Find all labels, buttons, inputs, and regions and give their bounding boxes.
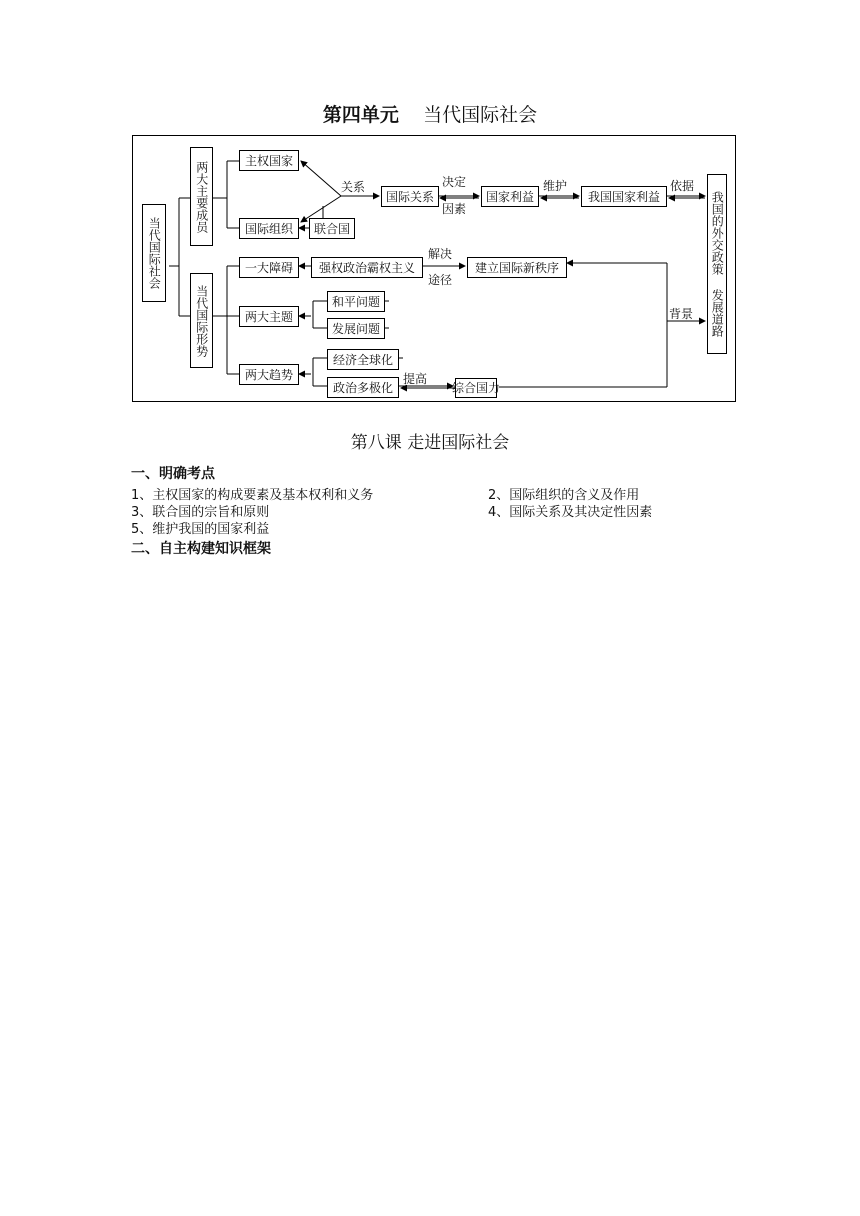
exam-point-4: 4、国际关系及其决定性因素	[488, 505, 653, 520]
exam-point-3: 3、联合国的宗旨和原则	[131, 505, 270, 520]
our-interest-node: 我国国家利益	[581, 186, 667, 207]
situation-node: 当代国际形势	[190, 273, 213, 368]
path-label	[428, 274, 452, 288]
globalization-node: 经济全球化	[327, 349, 399, 370]
two-themes-node: 两大主题	[239, 306, 299, 327]
intl-org-node: 国际组织	[239, 218, 299, 239]
obstacle-node: 一大障碍	[239, 257, 299, 278]
two-trends-node: 两大趋势	[239, 364, 299, 385]
unit-title	[0, 100, 860, 127]
peace-node: 和平问题	[327, 291, 385, 312]
foreign-policy-node: 我国的外交政策 发展道路	[707, 174, 727, 354]
hegemony-node: 强权政治霸权主义	[311, 257, 423, 278]
solve-label-line2: 途径	[428, 273, 453, 287]
decide-label-line2: 因素	[442, 202, 467, 216]
root-node: 当代国际社会	[142, 204, 166, 302]
solve-label-line1: 解决	[428, 247, 453, 261]
maintain-label: 维护	[543, 179, 568, 193]
sovereign-state-node: 主权国家	[239, 150, 299, 171]
factor-label	[442, 203, 466, 217]
diagram-connectors	[133, 136, 737, 403]
un-node: 联合国	[309, 218, 355, 239]
decide-label	[442, 176, 466, 190]
relation-label: 关系	[341, 180, 366, 194]
section1-heading: 一、明确考点	[131, 466, 215, 482]
national-interest-node: 国家利益	[481, 186, 539, 207]
exam-point-5: 5、维护我国的国家利益	[131, 522, 270, 537]
lesson-title: 第八课 走进国际社会	[350, 433, 510, 453]
national-power-node: 综合国力	[455, 378, 497, 398]
knowledge-diagram	[132, 135, 736, 402]
intl-relations-node: 国际关系	[381, 186, 439, 207]
raise-label: 提高	[403, 372, 428, 386]
decide-label-line1: 决定	[442, 175, 467, 189]
basis-label: 依据	[670, 179, 695, 193]
unit-title-rest: 当代国际社会	[423, 104, 538, 126]
solve-label	[428, 248, 452, 262]
development-node: 发展问题	[327, 318, 385, 339]
members-node: 两大主要成员	[190, 147, 213, 246]
exam-point-1: 1、主权国家的构成要素及基本权利和义务	[131, 488, 374, 503]
section2-heading: 二、自主构建知识框架	[131, 541, 271, 557]
unit-title-strong: 第四单元	[322, 104, 399, 126]
exam-point-2: 2、国际组织的含义及作用	[488, 488, 640, 503]
multipolar-node: 政治多极化	[327, 377, 399, 398]
new-order-node: 建立国际新秩序	[467, 257, 567, 278]
background-label: 背景	[669, 307, 694, 321]
